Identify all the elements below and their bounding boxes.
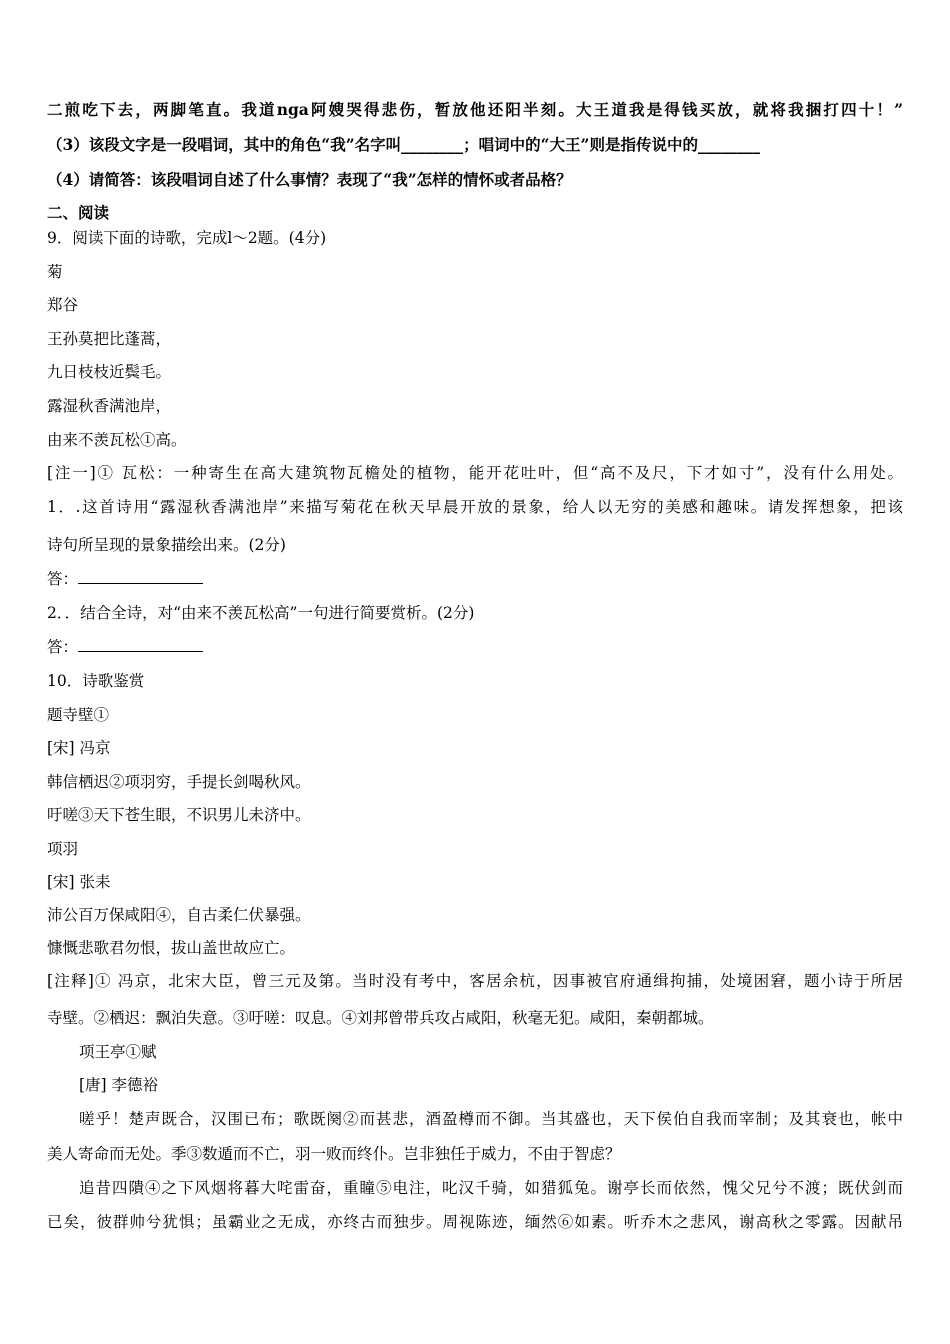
poem-line: 露湿秋香满池岸，	[47, 397, 172, 415]
q10-prompt: 10．诗歌鉴赏	[47, 672, 145, 690]
section-heading: 二、阅读	[47, 203, 110, 222]
poem-line: 吁嗟③天下苍生眼，不识男儿未济中。	[47, 806, 311, 824]
poem-line: 沛公百万保咸阳④，自古柔仁伏暴强。	[47, 906, 311, 924]
answer-blank[interactable]	[78, 569, 203, 584]
fu-paragraph-line: 美人寄命而无处。季③数遁而不亡，羽一败而终仆。岂非独任于威力，不由于智虑？	[47, 1145, 621, 1163]
poem-note: [注一]① 瓦松：一种寄生在高大建筑物瓦檐处的植物，能开花吐叶，但“高不及尺，下才如寸”，没有什么用处。	[47, 464, 903, 482]
poem1-author: [宋] 冯京	[47, 739, 111, 757]
poem-line: 慷慨悲歌君勿恨，拔山盖世故应亡。	[47, 939, 296, 957]
poem-title: 菊	[47, 263, 63, 281]
poem-line: 由来不羡瓦松①高。	[47, 431, 187, 449]
q8-text-line: 二煎吃下去，两脚笔直。我道nga阿嫂哭得悲伤，暂放他还阳半刻。大王道我是得钱买放，就将我捆打四十！”	[47, 100, 903, 119]
q8-subquestion-3: （3）该段文字是一段唱词，其中的角色“我”名字叫________；唱词中的“大王”则是指传说中的________	[47, 135, 760, 154]
poem-line: 王孙莫把比蓬蒿，	[47, 330, 172, 348]
fu-paragraph-line: 嗟乎！楚声既合，汉围已布；歌既阕②而甚悲，酒盈樽而不御。当其盛也，天下侯伯自我而宰制；及其衰也，帐中	[79, 1110, 903, 1128]
poem1-title: 题寺壁①	[47, 706, 110, 724]
answer-label: 答：	[47, 638, 79, 656]
answer-label: 答：	[47, 570, 79, 588]
q9-prompt: 9．阅读下面的诗歌，完成l～2题。(4分)	[47, 229, 327, 247]
fu-paragraph-line: 追昔四隤④之下风烟将暮大咤雷奋，重瞳⑤电注，叱汉千骑，如猎狐兔。谢亭长而依然，愧父兄兮不渡；既伏剑而	[79, 1179, 903, 1197]
poem-author: 郑谷	[47, 296, 79, 314]
fu-author: [唐] 李德裕	[79, 1076, 159, 1094]
answer-line-2	[47, 637, 203, 657]
fu-title: 项王亭①赋	[79, 1043, 157, 1061]
poem2-author: [宋] 张耒	[47, 873, 111, 891]
answer-blank[interactable]	[78, 637, 203, 652]
poem-line: 九日枝枝近鬓毛。	[47, 363, 172, 381]
poem-line: 韩信栖迟②项羽穷，手提长剑喝秋风。	[47, 773, 311, 791]
fu-paragraph-line: 已矣，彼群帅兮犹惧；虽霸业之无成，亦终古而独步。周视陈迹，缅然⑥如素。听乔木之悲风，谢高秋之零露。因献吊	[47, 1213, 903, 1231]
poem-note: [注释]① 冯京，北宋大臣，曾三元及第。当时没有考中，客居余杭，因事被官府通缉拘捕，处境困窘，题小诗于所居	[47, 972, 903, 990]
q9-question-1-cont: 诗句所呈现的景象描绘出来。(2分)	[47, 536, 286, 554]
q8-subquestion-4: （4）请简答：该段唱词自述了什么事情？表现了“我”怎样的情怀或者品格？	[47, 170, 572, 189]
poem2-title: 项羽	[47, 840, 79, 858]
q9-question-1: 1．.这首诗用“露湿秋香满池岸”来描写菊花在秋天早晨开放的景象，给人以无穷的美感和趣味。请发挥想象，把该	[47, 498, 903, 516]
poem-note-cont: 寺壁。②栖迟：飘泊失意。③吁嗟：叹息。④刘邦曾带兵攻占咸阳，秋毫无犯。咸阳，秦朝都城。	[47, 1009, 714, 1027]
answer-line-1	[47, 569, 203, 589]
q9-question-2: 2．．结合全诗，对“由来不羡瓦松高”一句进行简要赏析。(2分)	[47, 604, 475, 622]
